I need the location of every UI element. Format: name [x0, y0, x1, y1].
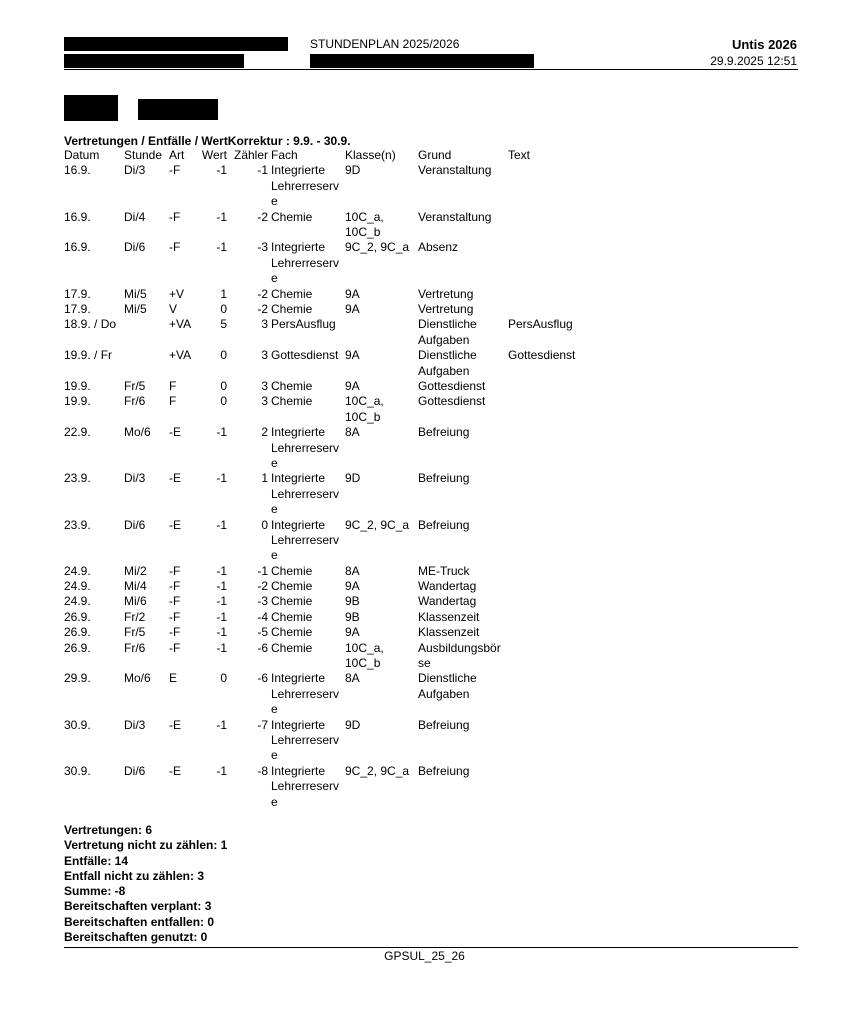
cell-stunde: Di/3: [124, 717, 146, 732]
cell-grund: Dienstliche Aufgaben: [418, 317, 477, 347]
cell-wert: -1: [216, 240, 227, 255]
table-row: [0, 564, 849, 579]
cell-klasse: 9A: [345, 348, 360, 363]
table-row: [0, 718, 849, 764]
cell-zahler: -2: [257, 579, 268, 594]
cell-klasse: 8A: [345, 425, 360, 440]
cell-klasse: 9A: [345, 286, 360, 301]
cell-fach: Integrierte Lehrerreserv e: [271, 717, 340, 763]
cell-fach: Integrierte Lehrerreserv e: [271, 517, 340, 563]
table-body: [0, 163, 849, 810]
cell-art: E: [169, 671, 178, 686]
cell-stunde: Di/6: [124, 240, 146, 255]
table-row: [0, 379, 849, 394]
cell-datum: 24.9.: [64, 594, 91, 609]
cell-klasse: 9C_2, 9C_a: [345, 763, 410, 778]
column-header-grund: Grund: [418, 148, 452, 162]
cell-datum: 16.9.: [64, 163, 91, 178]
cell-datum: 23.9.: [64, 471, 91, 486]
cell-grund: Vertretung: [418, 286, 474, 301]
cell-grund: Dienstliche Aufgaben: [418, 348, 477, 378]
cell-stunde: Mi/5: [124, 301, 147, 316]
cell-grund: Wandertag: [418, 579, 477, 594]
table-row: [0, 579, 849, 594]
cell-fach: Chemie: [271, 394, 313, 409]
redacted-block-teacher-name: [138, 99, 218, 120]
cell-wert: 0: [220, 301, 227, 316]
cell-zahler: -2: [257, 301, 268, 316]
cell-art: -E: [169, 517, 181, 532]
cell-art: -F: [169, 609, 181, 624]
summary-line: Bereitschaften verplant: 3: [64, 899, 212, 914]
cell-grund: Klassenzeit: [418, 609, 480, 624]
cell-stunde: Di/4: [124, 209, 146, 224]
cell-zahler: -6: [257, 671, 268, 686]
cell-grund: Klassenzeit: [418, 625, 480, 640]
redacted-block-header-subtitle: [310, 54, 534, 68]
cell-klasse: 9D: [345, 163, 361, 178]
summary-line: Entfall nicht zu zählen: 3: [64, 868, 205, 883]
cell-stunde: Mo/6: [124, 425, 151, 440]
cell-zahler: -4: [257, 609, 268, 624]
cell-art: -E: [169, 425, 181, 440]
cell-klasse: 9A: [345, 625, 360, 640]
cell-art: -F: [169, 625, 181, 640]
cell-datum: 16.9.: [64, 240, 91, 255]
table-row: [0, 594, 849, 609]
cell-zahler: -2: [257, 209, 268, 224]
cell-klasse: 8A: [345, 563, 360, 578]
cell-wert: -1: [216, 594, 227, 609]
cell-wert: -1: [216, 717, 227, 732]
cell-fach: Chemie: [271, 609, 313, 624]
footer-code: GPSUL_25_26: [384, 949, 465, 963]
cell-stunde: Mo/6: [124, 671, 151, 686]
cell-art: +VA: [169, 348, 192, 363]
cell-datum: 22.9.: [64, 425, 91, 440]
cell-stunde: Fr/2: [124, 609, 146, 624]
table-row: [0, 348, 849, 379]
cell-klasse: 9D: [345, 717, 361, 732]
app-name: Untis 2026: [731, 37, 797, 52]
cell-zahler: 3: [261, 317, 268, 332]
cell-art: -E: [169, 763, 181, 778]
cell-fach: Chemie: [271, 301, 313, 316]
redacted-block-school-name: [64, 37, 288, 51]
cell-wert: -1: [216, 640, 227, 655]
cell-wert: -1: [216, 609, 227, 624]
table-row: [0, 302, 849, 317]
cell-grund: Vertretung: [418, 301, 474, 316]
cell-zahler: -1: [257, 163, 268, 178]
cell-text: Gottesdienst: [508, 348, 576, 363]
table-header-row: [0, 148, 849, 163]
cell-fach: Chemie: [271, 563, 313, 578]
column-header-art: Art: [169, 148, 185, 162]
report-datetime: 29.9.2025 12:51: [710, 54, 797, 68]
cell-datum: 24.9.: [64, 563, 91, 578]
cell-klasse: 10C_a, 10C_b: [345, 640, 384, 671]
cell-grund: Befreiung: [418, 425, 470, 440]
table-row: [0, 641, 849, 672]
cell-fach: Chemie: [271, 209, 313, 224]
cell-datum: 30.9.: [64, 717, 91, 732]
table-row: [0, 764, 849, 810]
cell-fach: Gottesdienst: [271, 348, 339, 363]
cell-klasse: 9A: [345, 378, 360, 393]
cell-art: -E: [169, 717, 181, 732]
cell-art: V: [169, 301, 178, 316]
cell-wert: 0: [220, 348, 227, 363]
cell-zahler: 3: [261, 378, 268, 393]
cell-stunde: Di/6: [124, 517, 146, 532]
cell-wert: 5: [220, 317, 227, 332]
header-divider: [64, 69, 798, 70]
cell-grund: Gottesdienst: [418, 394, 486, 409]
cell-datum: 17.9.: [64, 286, 91, 301]
cell-fach: Chemie: [271, 594, 313, 609]
table-row: [0, 210, 849, 241]
cell-wert: 0: [220, 394, 227, 409]
cell-stunde: Fr/5: [124, 625, 146, 640]
cell-datum: 19.9.: [64, 394, 91, 409]
cell-art: -F: [169, 640, 181, 655]
cell-text: PersAusflug: [508, 317, 573, 332]
cell-klasse: 9C_2, 9C_a: [345, 240, 410, 255]
header-title: STUNDENPLAN 2025/2026: [310, 37, 460, 51]
cell-fach: Chemie: [271, 378, 313, 393]
cell-art: F: [169, 394, 177, 409]
cell-grund: ME-Truck: [418, 563, 470, 578]
cell-fach: Chemie: [271, 286, 313, 301]
cell-art: -F: [169, 563, 181, 578]
cell-fach: Chemie: [271, 625, 313, 640]
cell-zahler: 3: [261, 348, 268, 363]
cell-grund: Befreiung: [418, 517, 470, 532]
cell-wert: -1: [216, 517, 227, 532]
cell-klasse: 9B: [345, 609, 360, 624]
cell-wert: 1: [220, 286, 227, 301]
redacted-block-teacher-code: [64, 95, 118, 121]
cell-stunde: Mi/5: [124, 286, 147, 301]
cell-wert: -1: [216, 579, 227, 594]
cell-grund: Wandertag: [418, 594, 477, 609]
summary-line: Bereitschaften entfallen: 0: [64, 914, 215, 929]
cell-stunde: Fr/6: [124, 394, 146, 409]
cell-stunde: Fr/6: [124, 640, 146, 655]
column-header-datum: Datum: [64, 148, 100, 162]
cell-datum: 30.9.: [64, 763, 91, 778]
cell-fach: Integrierte Lehrerreserv e: [271, 471, 340, 517]
summary-line: Vertretung nicht zu zählen: 1: [64, 838, 228, 853]
table-row: [0, 610, 849, 625]
cell-wert: -1: [216, 163, 227, 178]
cell-fach: PersAusflug: [271, 317, 336, 332]
table-row: [0, 471, 849, 517]
cell-art: -F: [169, 240, 181, 255]
cell-wert: -1: [216, 763, 227, 778]
cell-klasse: 10C_a, 10C_b: [345, 209, 384, 239]
table-row: [0, 425, 849, 471]
cell-klasse: 10C_a, 10C_b: [345, 394, 384, 424]
cell-grund: Veranstaltung: [418, 163, 492, 178]
cell-wert: -1: [216, 471, 227, 486]
cell-fach: Chemie: [271, 579, 313, 594]
cell-klasse: 9A: [345, 579, 360, 594]
cell-zahler: -3: [257, 594, 268, 609]
cell-klasse: 9B: [345, 594, 360, 609]
cell-datum: 26.9.: [64, 640, 91, 655]
cell-art: +V: [169, 286, 185, 301]
cell-datum: 23.9.: [64, 517, 91, 532]
cell-grund: Befreiung: [418, 763, 470, 778]
cell-klasse: 9C_2, 9C_a: [345, 517, 410, 532]
cell-fach: Integrierte Lehrerreserv e: [271, 763, 340, 809]
cell-grund: Befreiung: [418, 717, 470, 732]
cell-stunde: Fr/5: [124, 378, 146, 393]
column-header-fach: Fach: [271, 148, 298, 162]
cell-stunde: Mi/2: [124, 563, 147, 578]
cell-zahler: 1: [261, 471, 268, 486]
table-row: [0, 163, 849, 209]
cell-art: -F: [169, 579, 181, 594]
cell-datum: 24.9.: [64, 579, 91, 594]
cell-stunde: Mi/6: [124, 594, 147, 609]
cell-klasse: 9D: [345, 471, 361, 486]
cell-wert: -1: [216, 563, 227, 578]
summary-block: [64, 823, 227, 945]
cell-zahler: -1: [257, 563, 268, 578]
column-header-wert: Wert: [201, 148, 227, 162]
summary-line: Vertretungen: 6: [64, 823, 153, 837]
cell-fach: Integrierte Lehrerreserv e: [271, 163, 340, 209]
table-row: [0, 394, 849, 425]
table-row: [0, 240, 849, 286]
cell-zahler: -8: [257, 763, 268, 778]
cell-stunde: Mi/4: [124, 579, 147, 594]
cell-fach: Integrierte Lehrerreserv e: [271, 240, 340, 286]
cell-grund: Dienstliche Aufgaben: [418, 671, 477, 701]
cell-grund: Veranstaltung: [418, 209, 492, 224]
cell-datum: 26.9.: [64, 625, 91, 640]
summary-line: Bereitschaften genutzt: 0: [64, 930, 208, 945]
cell-datum: 19.9.: [64, 378, 91, 393]
substitution-table: [0, 148, 849, 810]
cell-zahler: -7: [257, 717, 268, 732]
redacted-block-school-address: [64, 54, 244, 68]
cell-art: -F: [169, 163, 181, 178]
cell-wert: 0: [220, 671, 227, 686]
cell-art: -E: [169, 471, 181, 486]
cell-art: -F: [169, 209, 181, 224]
cell-grund: Absenz: [418, 240, 459, 255]
cell-zahler: -2: [257, 286, 268, 301]
column-header-stunde: Stunde: [124, 148, 163, 162]
cell-zahler: -6: [257, 640, 268, 655]
cell-fach: Integrierte Lehrerreserv e: [271, 671, 340, 717]
cell-wert: -1: [216, 209, 227, 224]
cell-klasse: 8A: [345, 671, 360, 686]
cell-zahler: 2: [261, 425, 268, 440]
cell-zahler: 3: [261, 394, 268, 409]
cell-fach: Integrierte Lehrerreserv e: [271, 425, 340, 470]
table-row: [0, 625, 849, 640]
cell-grund: Befreiung: [418, 471, 470, 486]
cell-wert: -1: [216, 425, 227, 440]
cell-wert: 0: [220, 378, 227, 393]
cell-stunde: Di/6: [124, 763, 146, 778]
cell-grund: Gottesdienst: [418, 378, 486, 393]
column-header-klasse: Klasse(n): [345, 148, 396, 162]
cell-art: -F: [169, 594, 181, 609]
cell-stunde: Di/3: [124, 471, 146, 486]
cell-datum: 26.9.: [64, 609, 91, 624]
cell-grund: Ausbildungsbör se: [418, 640, 501, 671]
cell-stunde: Di/3: [124, 163, 146, 178]
summary-line: Summe: -8: [64, 884, 126, 899]
cell-zahler: -3: [257, 240, 268, 255]
cell-datum: 18.9. / Do: [64, 317, 117, 332]
column-header-zahler: Zähler: [233, 148, 268, 162]
cell-art: +VA: [169, 317, 192, 332]
cell-art: F: [169, 378, 177, 393]
table-row: [0, 518, 849, 564]
footer-divider: [64, 947, 798, 948]
cell-fach: Chemie: [271, 640, 313, 655]
cell-datum: 29.9.: [64, 671, 91, 686]
cell-zahler: 0: [261, 517, 268, 532]
cell-klasse: 9A: [345, 301, 360, 316]
table-row: [0, 317, 849, 348]
column-header-text: Text: [508, 148, 531, 162]
report-title: Vertretungen / Entfälle / WertKorrektur : 9.9. - 30.9.: [64, 134, 351, 148]
cell-zahler: -5: [257, 625, 268, 640]
cell-datum: 17.9.: [64, 301, 91, 316]
cell-wert: -1: [216, 625, 227, 640]
cell-datum: 19.9. / Fr: [64, 348, 113, 363]
table-row: [0, 671, 849, 717]
table-row: [0, 287, 849, 302]
cell-datum: 16.9.: [64, 209, 91, 224]
summary-line: Entfälle: 14: [64, 853, 129, 868]
